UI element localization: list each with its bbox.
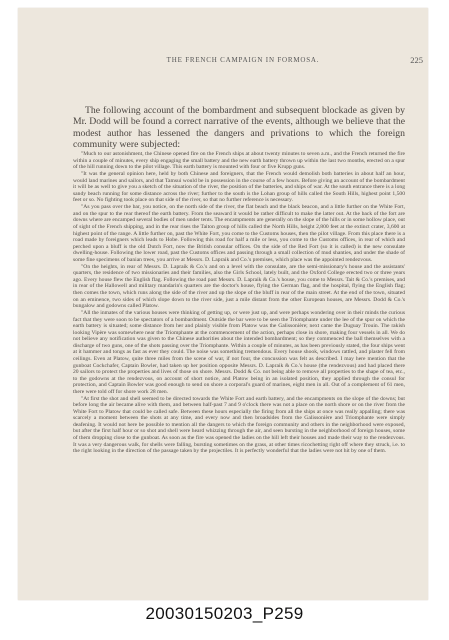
body-paragraph: "On the heights, in rear of Messrs. D. Lapraik & Co.'s and on a level with the consulate, are the semi-missionary's house and the assistants' quarters, the residence of two missionaries and their families, also the Girls School, lately built, and the Oxford College erected two or three years ago. Every house flew the English flag. Following the road past Messrs. D. Lapraik & Co.'s house, you come to Messrs. Tait & Co.'s premises, and in rear of the Hallowell and military mandarin's quarters are the doctor's house, flying the German flag, and the hospital, flying the English flag; then comes the town, which runs along the side of the river and up the slope of the bluff in rear of the main street. At the end of the town, situated on an eminence, two sides of which slope down to the river side, just a mile distant from the other European houses, are Messrs. Dodd & Co.'s bungalow and godowns called Platow. (73, 263, 405, 310)
running-title: THE FRENCH CAMPAIGN IN FORMOSA. (166, 56, 320, 64)
book-page (18, 8, 428, 600)
intro-paragraph: The following account of the bombardment and subsequent blockade as given by Mr. Dodd will be found a correct narrative of the events, although we believe that the modest author has lessened the dangers and privations to which the foreign community were subjected: (73, 105, 405, 150)
page-header (63, 56, 423, 68)
body-paragraph: "All the inmates of the various houses were thinking of getting up, or were just up, and were perhaps wondering over in their minds the curious fact that they were soon to be spectators of a bombardment. Outside the bar were to be seen the Triomphante under the lee of the spur on which the earth battery is situated; some distance from her and plainly visible from Platow was the Galissonière; next came the Duguay Trouin. The rakish looking Vipère was somewhere near the Triomphante at the commencement of the action, perhaps close in shore, making four vessels in all. We do not believe any notification was given to the Chinese authorities about the intended bombardment; so they commenced the ball themselves with a discharge of two guns, one of the shots passing over the Triomphante. Within a couple of minutes, as has been previously stated, the four ships went at it hammer and tongs as fast as ever they could. The noise was something tremendous. Every house shook, windows rattled, and plaster fell from ceilings. Even at Platow, quite three miles from the scene of war, if not four, the concussion was felt as described. I may here mention that the gunboat Cockchafer, Captain Bowler, had taken up her position opposite Messrs. D. Lapraik & Co.'s house (the rendezvous) and had placed there 20 sailors to protect the properties and lives of those on shore. Messrs. Dodd & Co. not being able to remove all properties to the shape of tea, etc., to the godowns at the rendezvous, on account of short notice, and Platow being in an isolated position, they applied through the consul for protection, and Captain Bowler was good enough to send on shore a corporal's guard of marines, eight men in all. Out of a complement of 61 men, there were told off for shore work 28 men. (73, 310, 405, 395)
body-paragraph: "It was the general opinion here, held by both Chinese and foreigners, that the French would demolish both batteries in about half an hour, would land marines and sailors, and that Tamsui would be in possession in the course of a few hours. Before giving an account of the bombardment it will be as well to give you a sketch of the situation of the river, the position of the batteries, and ships of war. At the south entrance there is a long sandy beach running for some distance across the river; further to the south is the Lohan group of hills called the South Hills, highest point 1,500 feet or so. No fighting took place on that side of the river, so that no further reference is necessary. (73, 171, 405, 204)
body-paragraph: "Much to our astonishment, the Chinese opened fire on the French ships at about twenty minutes to seven a.m., and the French returned the fire within a couple of minutes, every ship engaging the small battery and the new earth battery thrown up within the last two months, erected on a spur of the hill running down to the pilot village. This earth battery is mounted with four or five Krupp guns. (73, 151, 405, 171)
body-paragraph: "At first the shot and shell seemed to be directed towards the White Fort and earth battery, and the encampments on the slope of the downs; but before long the air became alive with them, and between half-past 7 and 9 o'clock there was not a place on the north shore or on the river from the White Fort to Platow that could be called safe. Between these hours especially the firing from all the ships at once was really appalling; there was scarcely a moment between the shots at any time, and every now and then broadsides from the Galissonière and Triomphante were simply deafening. It would not here be possible to mention all the dangers to which the foreign community and others in the neighborhood were exposed, but after the first half hour or so shot and shell were heard whizzing through the air, and seen bursting in the neighborhood of foreign houses, some of them dropping close to the gunboat. As soon as the fire was opened the ladies on the hill left their houses and made their way to the rendezvous. It was a very dangerous walk, for shells were falling, bursting sometimes on the grass, at other times ricochetting right off where they struck, i.e. to the right looking in the direction of the passage taken by the projectiles. It is perfectly wonderful that the ladies were not hit by one of them. (73, 395, 405, 455)
body-paragraph: "As you pass over the bar, you notice, on the north side of the river, the flat beach and the black beacon, and a little further on the White Fort, and on the spur to the rear thereof the earth battery. From the seaward it would be rather difficult to make the latter out. At the back of the fort are downs where are encamped several bodies of men under tents. The encampments are generally on the slope of the hills or in some hollow place, out of sight of the French shipping, and in the rear rises the Taiton group of hills called the North Hills, height 2,800 feet at the extinct crater, 3,600 at highest point of the range. A little further on, past the White Fort, you come to the Customs houses, then the pilot village. From this place there is a road made by foreigners which leads to Hobe. Following this road for half a mile or less, you come to the Customs offices, in rear of which and perched upon a bluff is the old Dutch Fort, now the British consular offices. On the side of the Red Fort (so it is called) is the new consulate dwelling-house. Following the lower road, past the Customs offices and passing through a small collection of mud shanties, and under the shade of some fine specimens of banian trees, you arrive at Messrs. D. Lapraik and Co.'s premises, which place was the appointed rendezvous. (73, 204, 405, 263)
image-caption: 20030150203_P259 (145, 604, 304, 623)
page-number: 225 (410, 55, 423, 65)
quoted-account (73, 151, 405, 581)
